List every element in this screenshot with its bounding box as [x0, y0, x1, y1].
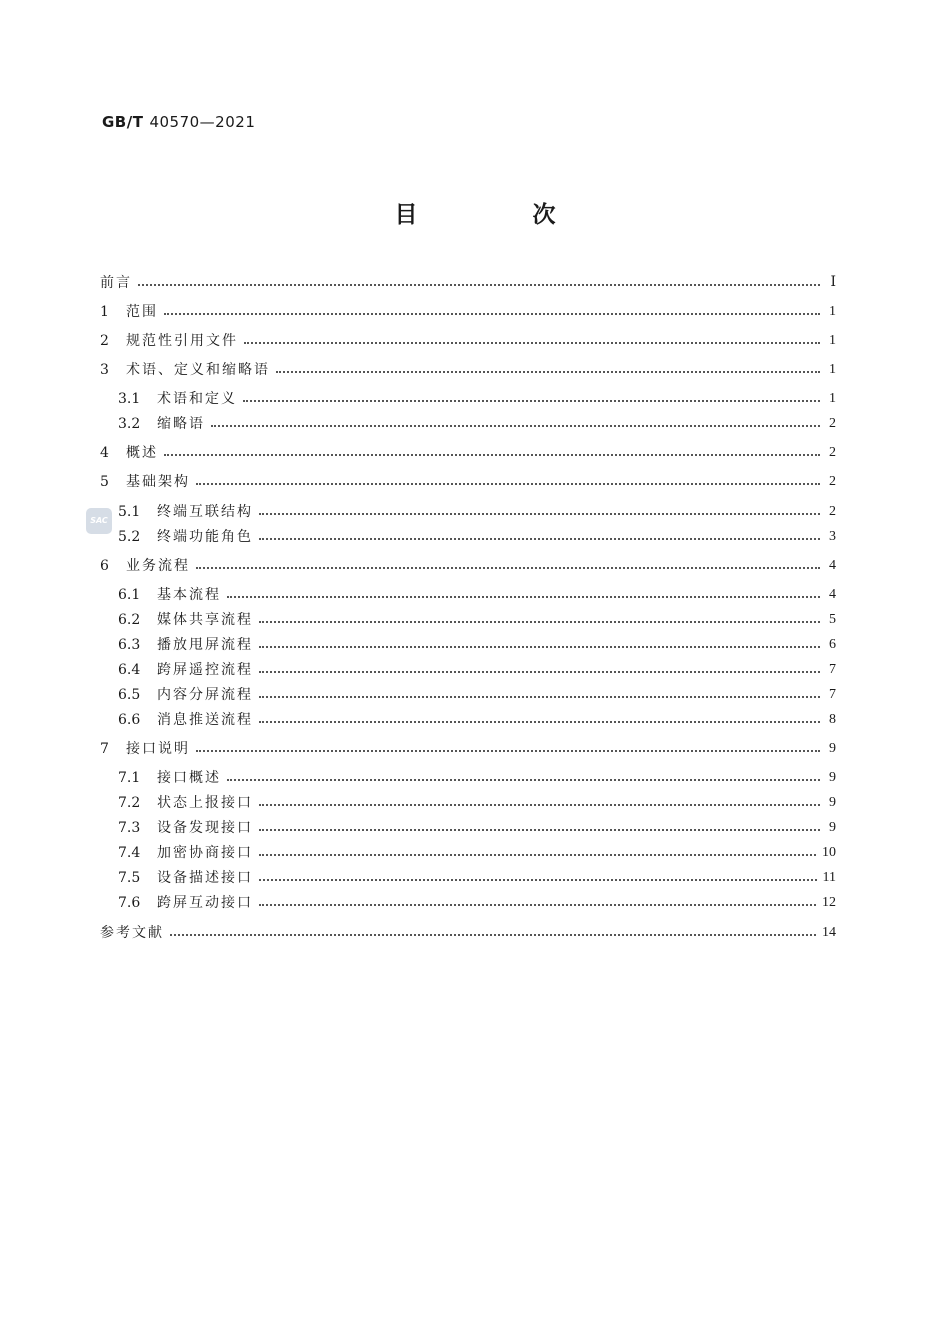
toc-entry[interactable] [118, 501, 836, 523]
toc-entry-page: 12 [822, 895, 836, 910]
toc-entry[interactable] [118, 767, 836, 789]
toc-entry-title: 参考文献 [100, 925, 164, 941]
standard-code [102, 113, 255, 131]
toc-entry-title: 跨屏遥控流程 [157, 662, 253, 678]
toc-entry-number: 7.4 [118, 845, 141, 861]
toc-entry-title: 规范性引用文件 [126, 333, 238, 349]
toc-entry[interactable] [118, 609, 836, 631]
toc-entry-title: 基础架构 [126, 474, 190, 490]
toc-entry-page: 1 [829, 391, 836, 406]
standard-code-prefix: GB/T [102, 113, 144, 131]
toc-entry-title: 术语、定义和缩略语 [126, 362, 270, 378]
toc-dot-leader [259, 671, 820, 673]
toc-entry-number: 1 [100, 304, 109, 320]
toc-entry-title: 播放甩屏流程 [157, 637, 253, 653]
toc-entry-page: 7 [829, 662, 836, 677]
toc-entry[interactable] [118, 709, 836, 731]
toc-entry-title: 内容分屏流程 [157, 687, 253, 703]
toc-entry[interactable] [118, 388, 836, 410]
toc-dot-leader [259, 621, 820, 623]
toc-dot-leader [259, 646, 820, 648]
toc-entry[interactable] [118, 634, 836, 656]
toc-entry[interactable] [118, 792, 836, 814]
toc-entry-number: 7.2 [118, 795, 141, 811]
toc-dot-leader [276, 371, 820, 373]
toc-entry-number: 4 [100, 445, 109, 461]
toc-entry-page: 8 [829, 712, 836, 727]
toc-dot-leader [164, 313, 820, 315]
toc-entry[interactable] [118, 684, 836, 706]
toc-entry-page: 9 [829, 741, 836, 756]
toc-entry-page: 9 [829, 770, 836, 785]
toc-entry-number: 6.4 [118, 662, 141, 678]
toc-entry-number: 6.1 [118, 587, 141, 603]
toc-entry-title: 设备发现接口 [157, 820, 253, 836]
toc-entry[interactable] [118, 413, 836, 435]
toc-entry-number: 3.2 [118, 416, 141, 432]
toc-entry[interactable] [118, 892, 836, 914]
toc-entry-number: 7 [100, 741, 109, 757]
toc-entry-page: 2 [829, 416, 836, 431]
toc-entry-number: 2 [100, 333, 109, 349]
toc-dot-leader [259, 721, 820, 723]
toc-entry-page: 10 [822, 845, 836, 860]
toc-dot-leader [244, 342, 820, 344]
toc-entry[interactable] [118, 867, 836, 889]
toc-entry-number: 5.2 [118, 529, 141, 545]
toc-entry-page: 2 [829, 474, 836, 489]
toc-entry[interactable] [118, 842, 836, 864]
toc-entry-title: 业务流程 [126, 558, 190, 574]
toc-entry-number: 6 [100, 558, 109, 574]
toc-entry-page: 9 [829, 795, 836, 810]
toc-dot-leader [259, 804, 820, 806]
toc-entry[interactable] [100, 555, 836, 577]
toc-dot-leader [164, 454, 820, 456]
toc-entry-number: 6.2 [118, 612, 141, 628]
toc-entry-page: 1 [829, 304, 836, 319]
toc-dot-leader [227, 779, 820, 781]
toc-entry-page: 5 [829, 612, 836, 627]
toc-entry-number: 3 [100, 362, 109, 378]
toc-dot-leader [259, 904, 816, 906]
toc-entry-page: 2 [829, 504, 836, 519]
toc-entry-page: 2 [829, 445, 836, 460]
toc-entry-title: 范围 [126, 304, 158, 320]
toc-entry-title: 终端互联结构 [157, 504, 253, 520]
toc-entry[interactable] [118, 817, 836, 839]
toc-entry-title: 前言 [100, 275, 132, 291]
toc-dot-leader [227, 596, 820, 598]
toc-entry-number: 6.6 [118, 712, 141, 728]
toc-entry[interactable] [118, 584, 836, 606]
toc-entry-title: 接口说明 [126, 741, 190, 757]
toc-dot-leader [138, 284, 820, 286]
toc-entry-number: 6.5 [118, 687, 141, 703]
toc-entry[interactable] [100, 922, 836, 944]
toc-entry-title: 终端功能角色 [157, 529, 253, 545]
toc-entry-number: 5 [100, 474, 109, 490]
toc-dot-leader [243, 400, 820, 402]
toc-entry-number: 7.6 [118, 895, 141, 911]
toc-entry-page: 1 [829, 333, 836, 348]
toc-entry-page: 4 [829, 587, 836, 602]
toc-entry[interactable] [100, 738, 836, 760]
toc-entry-page: 6 [829, 637, 836, 652]
toc-entry[interactable] [100, 442, 836, 464]
toc-dot-leader [259, 829, 820, 831]
toc-entry-title: 状态上报接口 [157, 795, 253, 811]
toc-entry[interactable] [118, 659, 836, 681]
toc-entry-number: 3.1 [118, 391, 141, 407]
toc-dot-leader [196, 483, 820, 485]
toc-entry-title: 概述 [126, 445, 158, 461]
toc-dot-leader [170, 934, 816, 936]
toc-entry-number: 7.3 [118, 820, 141, 836]
standard-code-number: 40570—2021 [149, 113, 256, 131]
toc-entry-page: 7 [829, 687, 836, 702]
toc-entry-number: 6.3 [118, 637, 141, 653]
toc-entry[interactable] [100, 330, 836, 352]
toc-entry-page: 3 [829, 529, 836, 544]
toc-entry-page: 1 [829, 362, 836, 377]
toc-entry-page: 9 [829, 820, 836, 835]
toc-entry-number: 7.1 [118, 770, 141, 786]
toc-entry-title: 缩略语 [157, 416, 205, 432]
toc-entry-title: 跨屏互动接口 [157, 895, 253, 911]
toc-entry-title: 加密协商接口 [157, 845, 253, 861]
toc-entry-number: 7.5 [118, 870, 141, 886]
toc-entry[interactable] [100, 471, 836, 493]
toc-entry-title: 媒体共享流程 [157, 612, 253, 628]
toc-entry-title: 术语和定义 [157, 391, 237, 407]
toc-dot-leader [259, 879, 817, 881]
toc-dot-leader [259, 854, 816, 856]
toc-entry[interactable] [118, 526, 836, 548]
toc-entry-title: 基本流程 [157, 587, 221, 603]
toc-dot-leader [196, 750, 820, 752]
toc-entry[interactable] [100, 272, 836, 294]
toc-dot-leader [259, 513, 820, 515]
toc-dot-leader [259, 538, 820, 540]
toc-dot-leader [259, 696, 820, 698]
toc-entry-page: 4 [829, 558, 836, 573]
toc-entry-page: Ⅰ [830, 275, 836, 290]
toc-entry-page: 11 [822, 870, 836, 885]
toc-entry-number: 5.1 [118, 504, 141, 520]
toc-entry[interactable] [100, 301, 836, 323]
toc-entry-title: 接口概述 [157, 770, 221, 786]
toc-entry-title: 消息推送流程 [157, 712, 253, 728]
toc-dot-leader [211, 425, 820, 427]
toc-entry-page: 14 [822, 925, 836, 940]
toc-dot-leader [196, 567, 820, 569]
toc-entry-title: 设备描述接口 [157, 870, 253, 886]
toc-entry[interactable] [100, 359, 836, 381]
sac-watermark-logo: SAC [86, 508, 112, 534]
toc-heading: 目 次 [394, 202, 602, 228]
